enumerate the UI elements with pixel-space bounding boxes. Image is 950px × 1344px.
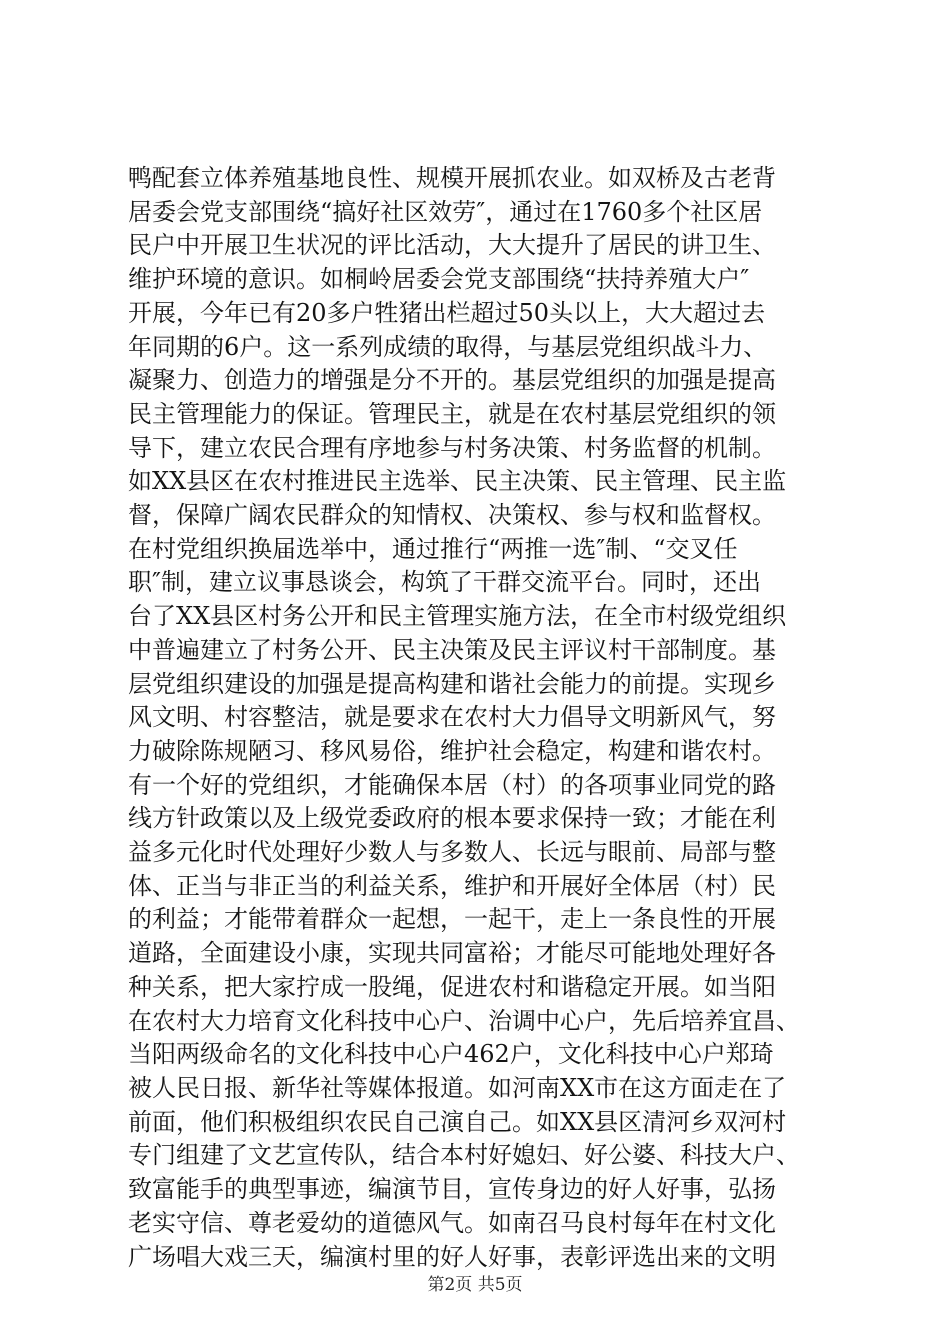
text-line: 道路，全面建设小康，实现共同富裕；才能尽可能地处理好各 bbox=[128, 939, 776, 968]
text-line: 体、正当与非正当的利益关系，维护和开展好全体居（村）民 bbox=[128, 871, 776, 900]
text-line: 凝聚力、创造力的增强是分不开的。基层党组织的加强是提高 bbox=[128, 366, 776, 395]
text-line: 中普遍建立了村务公开、民主决策及民主评议村干部制度。基 bbox=[128, 635, 776, 664]
text-line: 致富能手的典型事迹，编演节目，宣传身边的好人好事，弘扬 bbox=[128, 1175, 776, 1204]
text-line: 导下，建立农民合理有序地参与村务决策、村务监督的机制。 bbox=[128, 433, 776, 462]
text-line: 年同期的6户。这一系列成绩的取得，与基层党组织战斗力、 bbox=[128, 332, 768, 361]
page-footer: 第2页 共5页 bbox=[427, 1275, 523, 1295]
text-line: 种关系，把大家拧成一股绳，促进农村和谐稳定开展。如当阳 bbox=[128, 972, 776, 1001]
text-line: 居委会党支部围绕“搞好社区效劳″，通过在1760多个社区居 bbox=[128, 197, 763, 226]
text-line: 台了XX县区村务公开和民主管理实施方法，在全市村级党组织 bbox=[128, 602, 787, 631]
text-line: 有一个好的党组织，才能确保本居（村）的各项事业同党的路 bbox=[128, 770, 776, 799]
text-line: 线方针政策以及上级党委政府的根本要求保持一致；才能在利 bbox=[128, 804, 776, 833]
text-line: 督，保障广阔农民群众的知情权、决策权、参与权和监督权。 bbox=[128, 501, 776, 530]
text-line: 当阳两级命名的文化科技中心户462户，文化科技中心户郑琦 bbox=[128, 1040, 774, 1069]
text-line: 鸭配套立体养殖基地良性、规模开展抓农业。如双桥及古老背 bbox=[128, 164, 776, 192]
text-line: 专门组建了文艺宣传队，结合本村好媳妇、好公婆、科技大户、 bbox=[128, 1141, 800, 1170]
text-line: 广场唱大戏三天，编演村里的好人好事，表彰评选出来的文明 bbox=[128, 1242, 776, 1271]
text-line: 的利益；才能带着群众一起想，一起干，走上一条良性的开展 bbox=[128, 905, 776, 934]
text-line: 开展，今年已有20多户牲猪出栏超过50头以上，大大超过去 bbox=[128, 298, 766, 327]
text-line: 在村党组织换届选举中，通过推行“两推一选″制、“交叉任 bbox=[128, 534, 738, 563]
text-line: 益多元化时代处理好少数人与多数人、长远与眼前、局部与整 bbox=[128, 838, 776, 867]
text-line: 前面，他们积极组织农民自己演自己。如XX县区清河乡双河村 bbox=[128, 1107, 787, 1136]
text-line: 民户中开展卫生状况的评比活动，大大提升了居民的讲卫生、 bbox=[128, 231, 776, 260]
text-line: 民主管理能力的保证。管理民主，就是在农村基层党组织的领 bbox=[128, 399, 776, 428]
text-line: 在农村大力培育文化科技中心户、治调中心户，先后培养宜昌、 bbox=[128, 1006, 800, 1035]
text-line: 职″制，建立议事恳谈会，构筑了干群交流平台。同时，还出 bbox=[128, 568, 761, 597]
text-line: 老实守信、尊老爱幼的道德风气。如南召马良村每年在村文化 bbox=[128, 1208, 776, 1237]
text-line: 层党组织建设的加强是提高构建和谐社会能力的前提。实现乡 bbox=[128, 669, 776, 698]
text-line: 风文明、村容整洁，就是要求在农村大力倡导文明新风气，努 bbox=[128, 703, 776, 732]
text-line: 被人民日报、新华社等媒体报道。如河南XX市在这方面走在了 bbox=[128, 1073, 787, 1102]
text-line: 如XX县区在农村推进民主选举、民主决策、民主管理、民主监 bbox=[128, 467, 787, 496]
text-line: 维护环境的意识。如桐岭居委会党支部围绕“扶持养殖大户″ bbox=[128, 265, 750, 294]
text-line: 力破除陈规陋习、移风易俗，维护社会稳定，构建和谐农村。 bbox=[128, 736, 776, 765]
body-paragraph bbox=[128, 162, 838, 1274]
